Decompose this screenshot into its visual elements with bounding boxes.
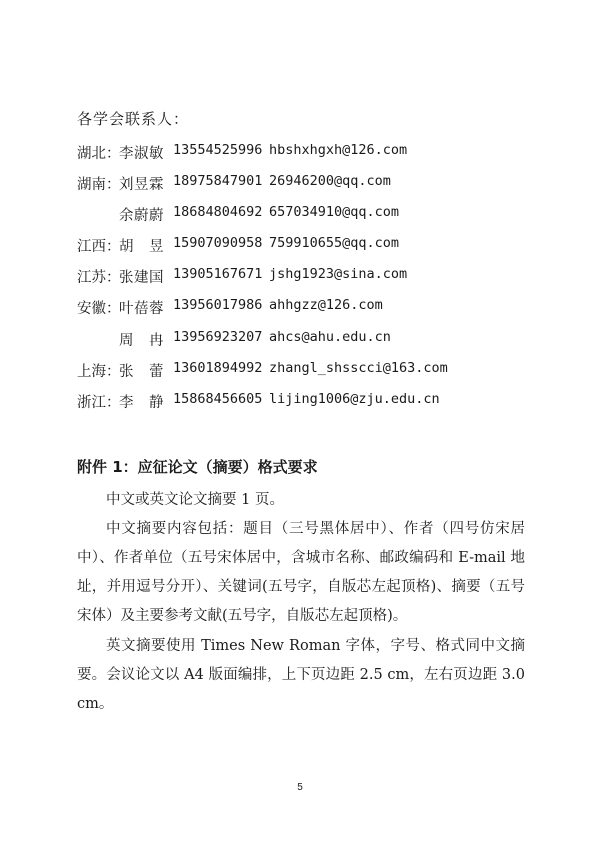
- contact-region: 江西：: [77, 239, 121, 255]
- contact-email: ahcs@ahu.edu.cn: [269, 329, 391, 345]
- contact-name: 张建国: [119, 270, 164, 286]
- paragraph: 中文或英文论文摘要 1 页。: [106, 492, 284, 508]
- contact-name: 余蔚蔚: [119, 208, 164, 224]
- contact-email: lijing1006@zju.edu.cn: [269, 391, 440, 407]
- contact-phone: 13554525996: [173, 142, 263, 158]
- contact-phone: 15907090958: [173, 235, 263, 251]
- contact-phone: 13601894992: [173, 360, 263, 376]
- contact-email: zhangl_shsscci@163.com: [269, 360, 448, 376]
- contact-region: 浙江：: [77, 395, 121, 411]
- contact-name: 叶蓓蓉: [119, 301, 164, 317]
- contact-email: 657034910@qq.com: [269, 204, 400, 220]
- contacts-heading: 各学会联系人：: [77, 110, 190, 128]
- contact-region: 上海：: [77, 364, 121, 380]
- contact-region: 湖南：: [77, 177, 121, 193]
- contact-phone: 13956923207: [173, 329, 263, 345]
- contact-name: 胡 昱: [119, 239, 164, 255]
- contact-email: 26946200@qq.com: [269, 173, 391, 189]
- contact-email: ahhgzz@126.com: [269, 297, 383, 313]
- contact-phone: 13956017986: [173, 297, 263, 313]
- paragraph: 英文摘要使用 Times New Roman 字体，字号、格式同中文摘要。会议论文以 A4 版面编排，上下页边距 2.5 cm，左右页边距 3.0 cm。: [77, 638, 525, 712]
- contact-name: 张 蕾: [119, 364, 164, 380]
- contact-phone: 13905167671: [173, 266, 263, 282]
- contact-name: 刘昱霖: [119, 177, 164, 193]
- contact-name: 李 静: [119, 395, 164, 411]
- contact-email: 759910655@qq.com: [269, 235, 400, 251]
- contact-region: 江苏：: [77, 270, 121, 286]
- contact-phone: 18975847901: [173, 173, 263, 189]
- attachment-title: 附件 1：应征论文（摘要）格式要求: [77, 458, 318, 476]
- contact-name: 周 冉: [119, 333, 164, 349]
- contact-email: hbshxhgxh@126.com: [269, 142, 408, 158]
- contact-phone: 15868456605: [173, 391, 263, 407]
- paragraph: 中文摘要内容包括：题目（三号黑体居中）、作者（四号仿宋居中）、作者单位（五号宋体居中，含城市名称、邮政编码和 E-mail 地址，并用逗号分开）、关键词(五号字，自版芯左起顶格)、摘要（五号宋体）及主要参考文献(五号字，自版芯左起顶格)。: [77, 521, 525, 624]
- contact-region: 湖北：: [77, 146, 121, 162]
- contact-name: 李淑敏: [119, 146, 164, 162]
- contact-phone: 18684804692: [173, 204, 263, 220]
- page-number: 5: [297, 782, 303, 793]
- contact-region: 安徽：: [77, 301, 121, 317]
- contact-email: jshg1923@sina.com: [269, 266, 408, 282]
